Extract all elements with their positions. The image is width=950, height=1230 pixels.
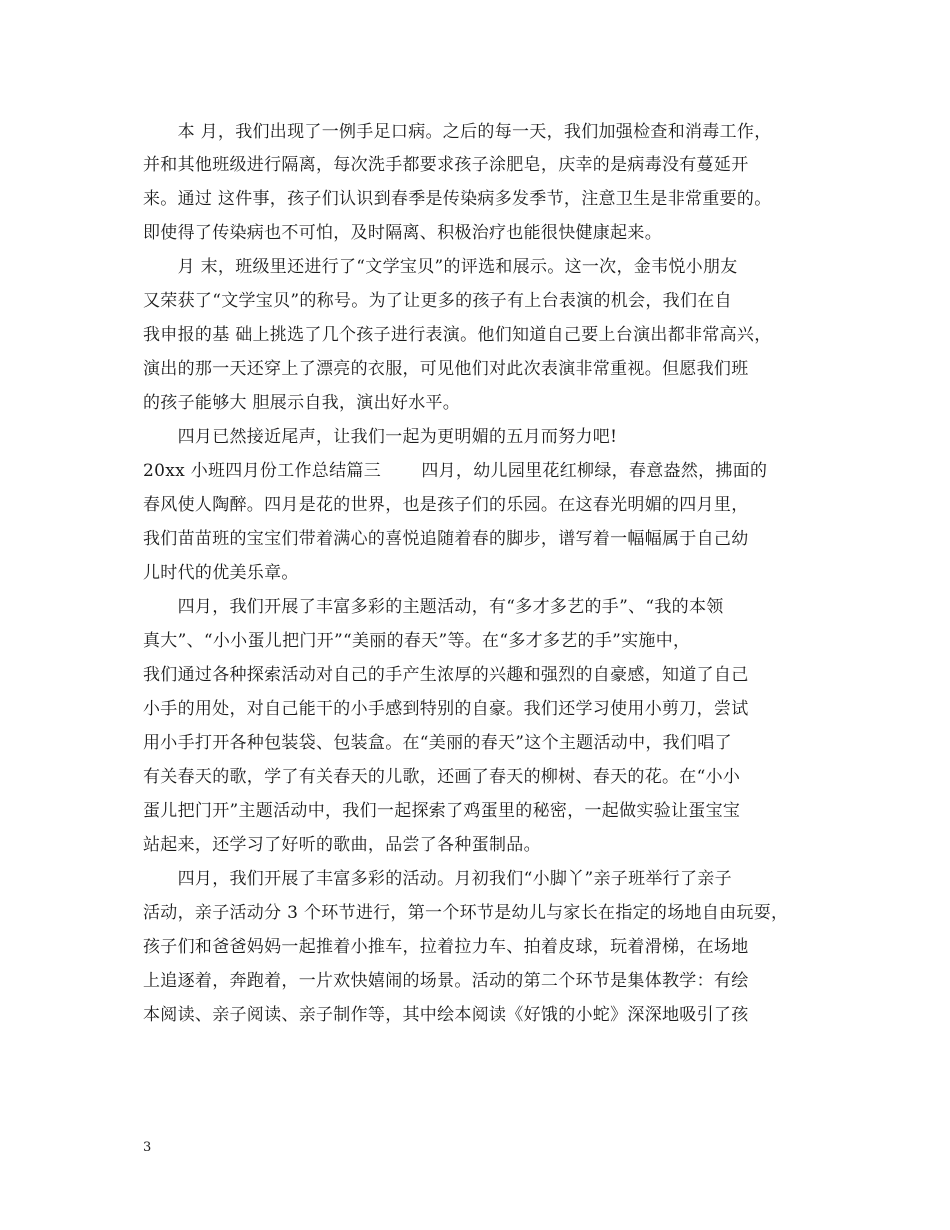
text-line: 本 月，我们出现了一例手足口病。之后的每一天，我们加强检查和消毒工作， bbox=[143, 122, 772, 142]
text-line: 本阅读、亲子阅读、亲子制作等，其中绘本阅读《好饿的小蛇》深深地吸引了孩 bbox=[143, 1005, 749, 1025]
text-line: 蛋儿把门开”主题活动中，我们一起探索了鸡蛋里的秘密，一起做实验让蛋宝宝 bbox=[143, 801, 741, 821]
text-line: 有关春天的歌，学了有关春天的儿歌，还画了春天的柳树、春天的花。在“小小 bbox=[143, 767, 741, 787]
text-line: 真大”、“小小蛋儿把门开”“美丽的春天”等。在“多才多艺的手”实施中， bbox=[143, 631, 691, 651]
text-line: 小手的用处，对自己能干的小手感到特别的自豪。我们还学习使用小剪刀，尝试 bbox=[143, 699, 749, 719]
text-line: 又荣获了“文学宝贝”的称号。为了让更多的孩子有上台表演的机会，我们在自 bbox=[143, 291, 732, 311]
page-number: 3 bbox=[143, 1140, 152, 1155]
text-line: 演出的那一天还穿上了漂亮的衣服，可见他们对此次表演非常重视。但愿我们班 bbox=[143, 359, 749, 379]
text-line: 即使得了传染病也不可怕，及时隔离、积极治疗也能很快健康起来。 bbox=[143, 223, 662, 243]
text-line: 上追逐着，奔跑着，一片欢快嬉闹的场景。活动的第二个环节是集体教学：有绘 bbox=[143, 971, 749, 991]
text-line: 来。通过 这件事，孩子们认识到春季是传染病多发季节，注意卫生是非常重要的。 bbox=[143, 189, 772, 209]
text-line: 的孩子能够大 胆展示自我，演出好水平。 bbox=[143, 393, 461, 413]
text-line: 并和其他班级进行隔离，每次洗手都要求孩子涂肥皂，庆幸的是病毒没有蔓延开 bbox=[143, 155, 749, 175]
section-heading-line: 20xx 小班四月份工作总结篇三 四月，幼儿园里花红柳绿，春意盎然，拂面的 bbox=[143, 461, 768, 481]
text-line: 孩子们和爸爸妈妈一起推着小推车，拉着拉力车、拍着皮球，玩着滑梯，在场地 bbox=[143, 937, 749, 957]
text-line: 我申报的基 础上挑选了几个孩子进行表演。他们知道自己要上台演出都非常高兴， bbox=[143, 325, 772, 345]
text-line: 四月已然接近尾声，让我们一起为更明媚的五月而努力吧! bbox=[143, 427, 618, 447]
text-line: 我们通过各种探索活动对自己的手产生浓厚的兴趣和强烈的自豪感，知道了自己 bbox=[143, 665, 749, 685]
text-line: 用小手打开各种包装袋、包装盒。在“美丽的春天”这个主题活动中，我们唱了 bbox=[143, 733, 732, 753]
text-line: 活动，亲子活动分 3 个环节进行，第一个环节是幼儿与家长在指定的场地自由玩耍， bbox=[143, 903, 789, 923]
text-line: 站起来，还学习了好听的歌曲，品尝了各种蛋制品。 bbox=[143, 835, 541, 855]
text-line: 春风使人陶醉。四月是花的世界，也是孩子们的乐园。在这春光明媚的四月里， bbox=[143, 495, 749, 515]
text-line: 四月，我们开展了丰富多彩的活动。月初我们“小脚丫”亲子班举行了亲子 bbox=[143, 869, 732, 889]
text-line: 儿时代的优美乐章。 bbox=[143, 563, 299, 583]
text-line: 月 末，班级里还进行了“文学宝贝”的评选和展示。这一次，金韦悦小朋友 bbox=[143, 257, 738, 277]
text-line: 四月，我们开展了丰富多彩的主题活动，有“多才多艺的手”、“我的本领 bbox=[143, 597, 724, 617]
text-line: 我们苗苗班的宝宝们带着满心的喜悦追随着春的脚步，谱写着一幅幅属于自己幼 bbox=[143, 529, 749, 549]
